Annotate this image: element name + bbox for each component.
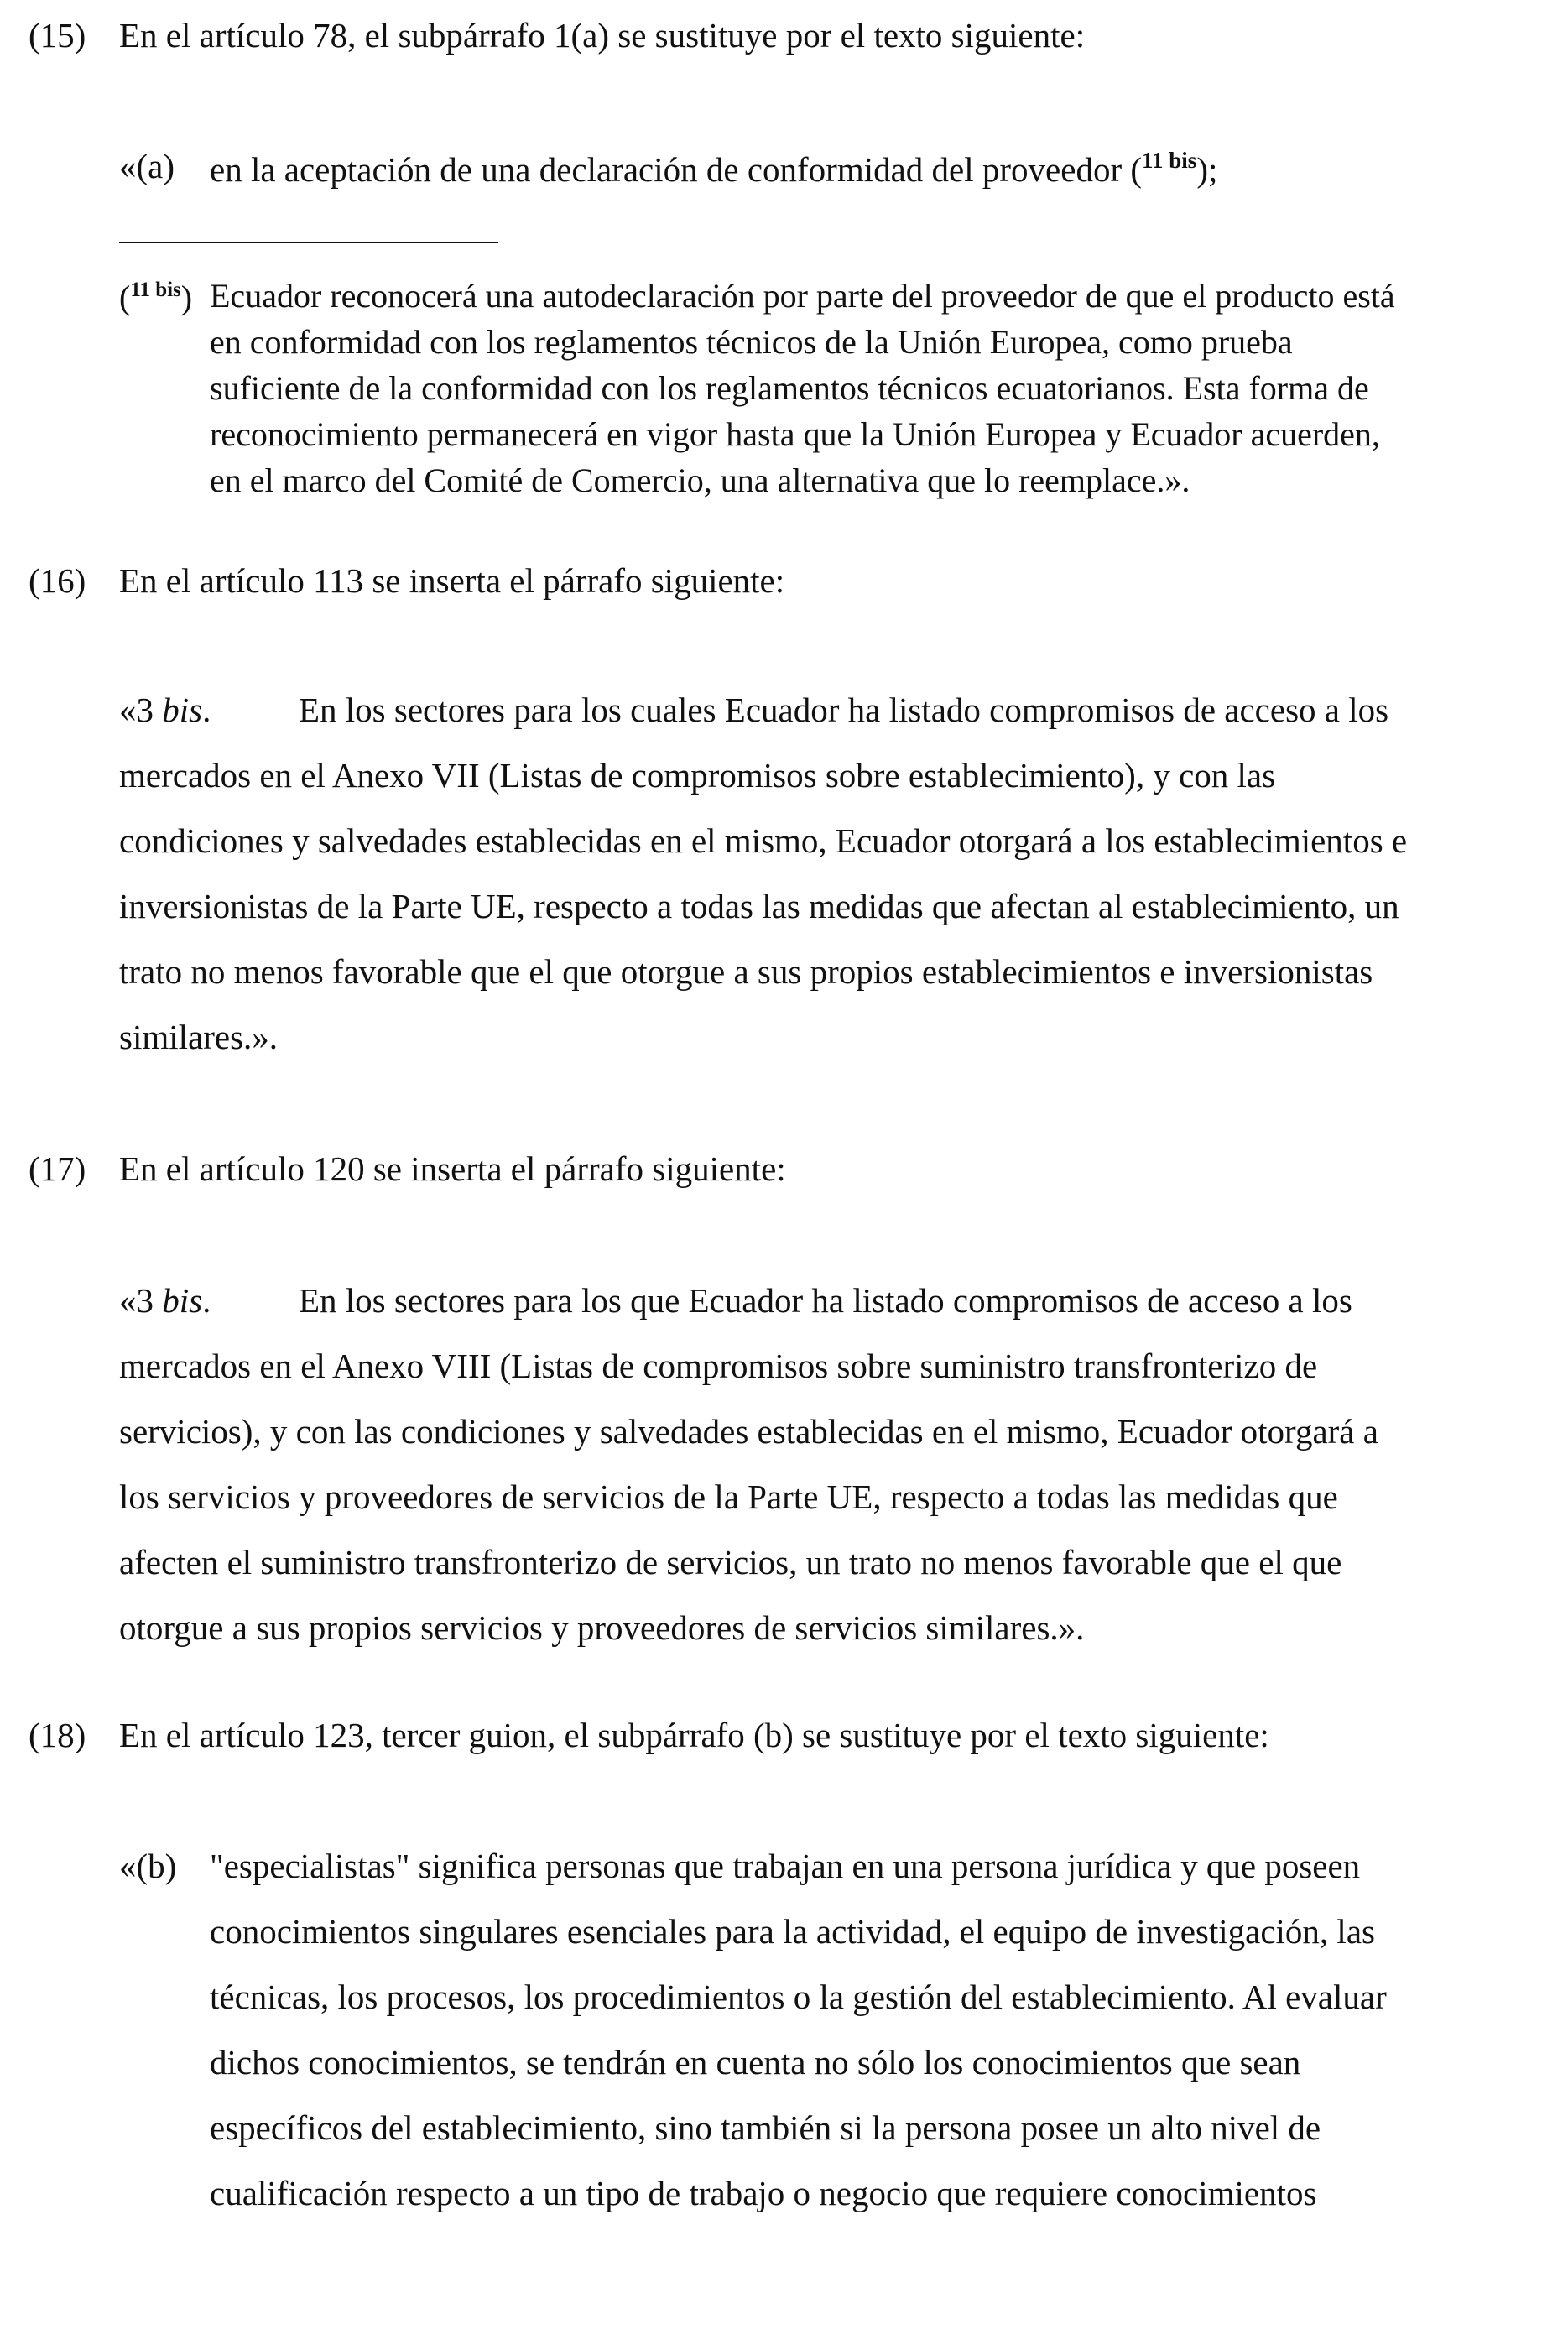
item-17-number: (17) [29, 1149, 86, 1188]
footnote-marker: ($^{11 bis}$) [119, 279, 193, 316]
item-16-quote-line: similares.». [119, 1018, 279, 1056]
item-16-quote-line: inversionistas de la Parte UE, respecto a todas las medidas que afectan al establecimiento, un [119, 887, 1399, 925]
item-18-quote-line: dichos conocimientos, se tendrán en cuenta no sólo los conocimientos que sean [210, 2043, 1301, 2082]
item-18-text: En el artículo 123, tercer guion, el subpárrafo (b) se sustituye por el texto siguiente: [119, 1716, 1269, 1754]
item-18-quote-line: cualificación respecto a un tipo de trabajo o negocio que requiere conocimientos [210, 2174, 1317, 2212]
item-17-quote-line: mercados en el Anexo VIII (Listas de compromisos sobre suministro transfronterizo de [119, 1347, 1318, 1385]
item-16-quote-line: En los sectores para los cuales Ecuador ha listado compromisos de acceso a los [299, 690, 1389, 729]
item-17-text: En el artículo 120 se inserta el párrafo siguiente: [119, 1149, 786, 1188]
item-18-quote-line: "especialistas" significa personas que trabajan en una persona jurídica y que poseen [210, 1847, 1361, 1885]
item-16-text: En el artículo 113 se inserta el párrafo siguiente: [119, 561, 785, 600]
item-17-quote-label: «3 bis. [119, 1281, 211, 1320]
item-17-quote-line: servicios), y con las condiciones y salvedades establecidas en el mismo, Ecuador otorgará a [119, 1412, 1378, 1451]
item-16-quote-line: condiciones y salvedades establecidas en el mismo, Ecuador otorgará a los establecimientos e [119, 821, 1408, 860]
footnote-reference[interactable]: 11 bis [1142, 148, 1197, 173]
item-16-quote-label: «3 bis. [119, 690, 211, 729]
item-18-quote-label: «(b) [119, 1847, 177, 1885]
item-17-quote-line: los servicios y proveedores de servicios de la Parte UE, respecto a todas las medidas que [119, 1477, 1338, 1516]
item-15-text: En el artículo 78, el subpárrafo 1(a) se sustituye por el texto siguiente: [119, 16, 1086, 55]
footnote-line: en el marco del Comité de Comercio, una alternativa que lo reemplace.». [210, 461, 1190, 499]
item-15-quote-text: en la aceptación de una declaración de conformidad del proveedor ($^{11 bis}$); [210, 148, 1218, 189]
item-16-quote-line: mercados en el Anexo VII (Listas de compromisos sobre establecimiento), y con las [119, 756, 1276, 795]
item-18-quote-line: técnicas, los procesos, los procedimientos o la gestión del establecimiento. Al evaluar [210, 1977, 1387, 2016]
footnote-line: en conformidad con los reglamentos técnicos de la Unión Europea, como prueba [210, 323, 1293, 361]
footnote-line: Ecuador reconocerá una autodeclaración por parte del proveedor de que el producto está [210, 277, 1395, 315]
item-17-quote-line: afecten el suministro transfronterizo de servicios, un trato no menos favorable que el que [119, 1543, 1342, 1581]
item-16-quote-line: trato no menos favorable que el que otorgue a sus propios establecimientos e inversionistas [119, 952, 1373, 991]
footnote-separator [119, 242, 498, 243]
item-18-quote-line: específicos del establecimiento, sino también si la persona posee un alto nivel de [210, 2108, 1321, 2147]
item-15-number: (15) [29, 16, 86, 55]
item-17-quote-line: otorgue a sus propios servicios y proveedores de servicios similares.». [119, 1608, 1085, 1647]
footnote-line: suficiente de la conformidad con los reglamentos técnicos ecuatorianos. Esta forma de [210, 369, 1369, 407]
item-18-number: (18) [29, 1716, 86, 1754]
item-18-quote-line: conocimientos singulares esenciales para la actividad, el equipo de investigación, las [210, 1912, 1375, 1951]
item-17-quote-line: En los sectores para los que Ecuador ha listado compromisos de acceso a los [299, 1281, 1352, 1320]
item-16-number: (16) [29, 561, 86, 600]
item-15-quote-label: «(a) [119, 147, 175, 185]
footnote-line: reconocimiento permanecerá en vigor hasta que la Unión Europea y Ecuador acuerden, [210, 415, 1380, 453]
